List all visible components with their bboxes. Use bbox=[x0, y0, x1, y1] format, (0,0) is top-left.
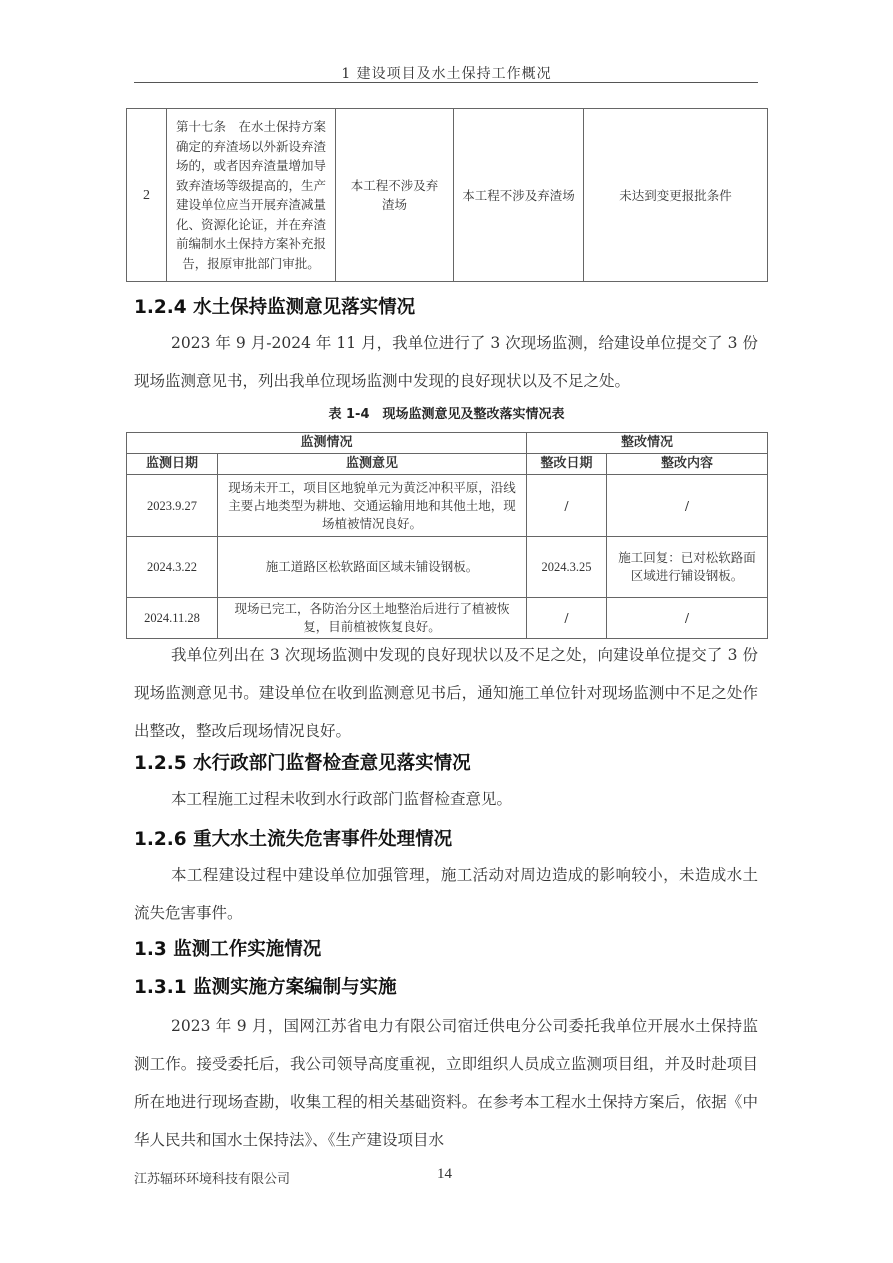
section-heading-1-3-1: 1.3.1 监测实施方案编制与实施 bbox=[134, 977, 397, 998]
table-row bbox=[127, 598, 768, 639]
project-status-cell: 本工程不涉及弃渣场 bbox=[336, 109, 454, 282]
monitoring-opinion: 施工道路区松软路面区域未铺设钢板。 bbox=[218, 537, 527, 598]
monitoring-date: 2023.9.27 bbox=[127, 475, 218, 537]
monitoring-date: 2024.3.22 bbox=[127, 537, 218, 598]
rectification-content: / bbox=[607, 598, 768, 639]
header-rule bbox=[134, 82, 758, 83]
rectification-content: / bbox=[607, 475, 768, 537]
paragraph: 2023 年 9 月-2024 年 11 月，我单位进行了 3 次现场监测，给建设单位提交了 3 份现场监测意见书，列出我单位现场监测中发现的良好现状以及不足之处。 bbox=[134, 334, 758, 390]
paragraph: 2023 年 9 月，国网江苏省电力有限公司宿迁供电分公司委托我单位开展水土保持监测工作。接受委托后，我公司领导高度重视，立即组织人员成立监测项目组，并及时赴项目所在地进行现场查勘，收集工程的相关基础资料。在参考本工程水土保持方案后，依据《中华人民共和国水土保持法》、《生产建设项目水 bbox=[134, 1017, 758, 1149]
running-header: 1 建设项目及水土保持工作概况 bbox=[341, 66, 552, 82]
rectification-date: / bbox=[527, 598, 607, 639]
regulation-clause: 第十七条 在水土保持方案确定的弃渣场以外新设弃渣场的，或者因弃渣量增加导致弃渣场等级提高的，生产建设单位应当开展弃渣减量化、资源化论证，并在弃渣前编制水土保持方案补充报告，报原审批部门审批。 bbox=[167, 109, 336, 282]
table-row bbox=[127, 537, 768, 598]
rectification-date: 2024.3.25 bbox=[527, 537, 607, 598]
rectification-content: 施工回复：已对松软路面区域进行铺设钢板。 bbox=[607, 537, 768, 598]
paragraph: 我单位列出在 3 次现场监测中发现的良好现状以及不足之处，向建设单位提交了 3 份现场监测意见书。建设单位在收到监测意见书后，通知施工单位针对现场监测中不足之处作出整改，整改后现场情况良好。 bbox=[134, 646, 758, 740]
column-header: 监测日期 bbox=[127, 454, 218, 475]
table-row bbox=[127, 109, 768, 282]
paragraph: 本工程施工过程未收到水行政部门监督检查意见。 bbox=[171, 790, 513, 808]
table-group-header-row bbox=[127, 433, 768, 454]
page-number: 14 bbox=[437, 1166, 452, 1182]
footer-company: 江苏辐环环境科技有限公司 bbox=[134, 1172, 291, 1187]
column-header: 整改日期 bbox=[527, 454, 607, 475]
conclusion-cell: 未达到变更报批条件 bbox=[584, 109, 768, 282]
column-header: 监测意见 bbox=[218, 454, 527, 475]
monitoring-date: 2024.11.28 bbox=[127, 598, 218, 639]
monitoring-opinion-table bbox=[126, 432, 768, 639]
actual-status-cell: 本工程不涉及弃渣场 bbox=[454, 109, 584, 282]
group-header-rectification: 整改情况 bbox=[527, 433, 768, 454]
group-header-monitoring: 监测情况 bbox=[127, 433, 527, 454]
column-header: 整改内容 bbox=[607, 454, 768, 475]
rectification-date: / bbox=[527, 475, 607, 537]
table-header-row bbox=[127, 454, 768, 475]
change-approval-table bbox=[126, 108, 768, 282]
table-caption: 表 1-4 现场监测意见及整改落实情况表 bbox=[328, 407, 565, 422]
monitoring-opinion: 现场已完工，各防治分区土地整治后进行了植被恢复，目前植被恢复良好。 bbox=[218, 598, 527, 639]
monitoring-opinion: 现场未开工，项目区地貌单元为黄泛冲积平原，沿线主要占地类型为耕地、交通运输用地和其他土地，现场植被情况良好。 bbox=[218, 475, 527, 537]
row-number: 2 bbox=[127, 109, 167, 282]
section-heading-1-2-6: 1.2.6 重大水土流失危害事件处理情况 bbox=[134, 829, 453, 850]
table-row bbox=[127, 475, 768, 537]
section-heading-1-2-4: 1.2.4 水土保持监测意见落实情况 bbox=[134, 297, 416, 318]
section-heading-1-2-5: 1.2.5 水行政部门监督检查意见落实情况 bbox=[134, 753, 471, 774]
section-heading-1-3: 1.3 监测工作实施情况 bbox=[134, 939, 322, 960]
paragraph: 本工程建设过程中建设单位加强管理，施工活动对周边造成的影响较小，未造成水土流失危害事件。 bbox=[134, 866, 758, 922]
